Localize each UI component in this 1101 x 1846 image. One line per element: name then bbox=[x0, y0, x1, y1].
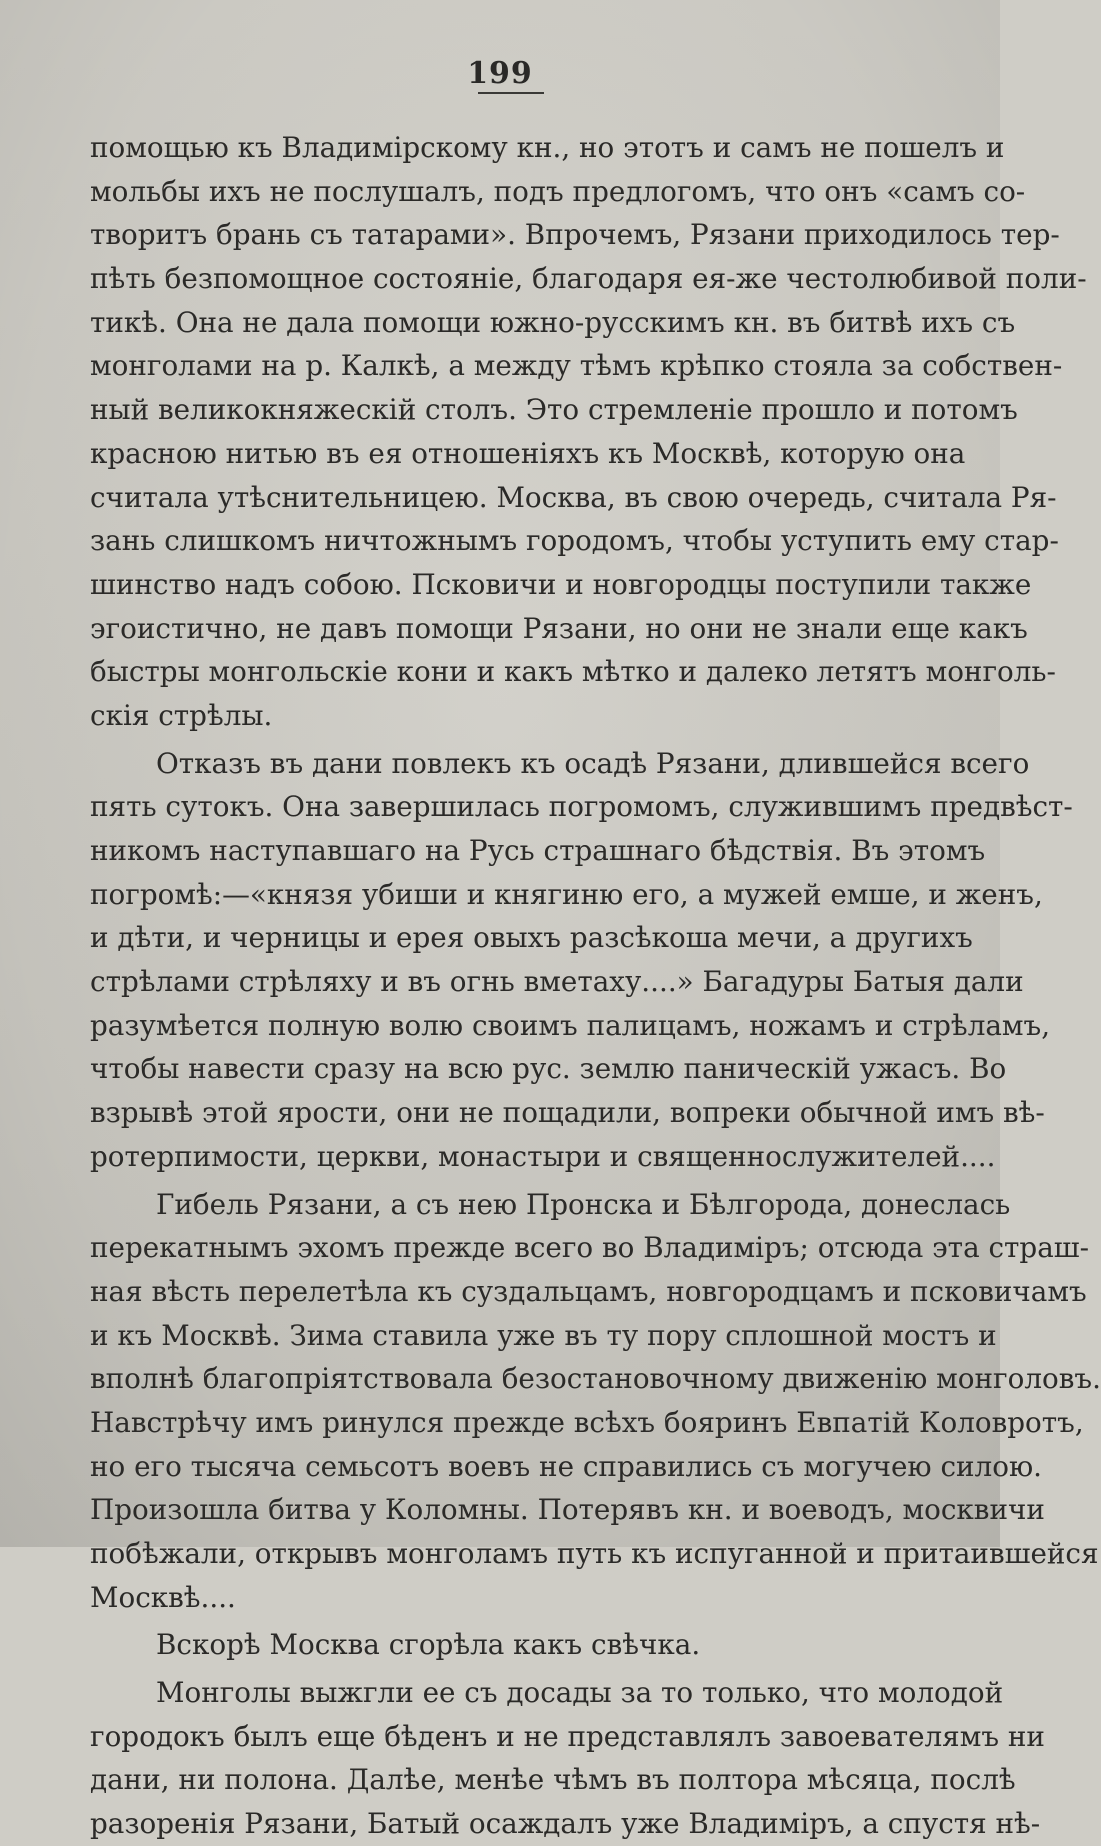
text-line: Произошла битва у Коломны. Потерявъ кн. и воеводъ, москвичи bbox=[90, 1493, 1045, 1527]
text-line: пѣть безпомощное состояніе, благодаря ея-же честолюбивой поли- bbox=[90, 262, 1087, 296]
text-line: творитъ брань съ татарами». Впрочемъ, Рязани приходилось тер- bbox=[90, 218, 1060, 252]
text-line: шинство надъ собою. Псковичи и новгородцы поступили также bbox=[90, 567, 1032, 601]
text-line: дани, ни полона. Далѣе, менѣе чѣмъ въ полтора мѣсяца, послѣ bbox=[90, 1763, 1016, 1797]
text-line: Вскорѣ Москва сгорѣла какъ свѣчка. bbox=[156, 1628, 701, 1662]
text-line: ный великокняжескій столъ. Это стремленіе прошло и потомъ bbox=[90, 393, 1018, 427]
paragraph bbox=[90, 1671, 1045, 1846]
text-line: зань слишкомъ ничтожнымъ городомъ, чтобы уступить ему стар- bbox=[90, 524, 1059, 558]
body-text bbox=[90, 126, 1101, 1846]
paragraph bbox=[90, 1183, 1101, 1620]
text-line: стрѣлами стрѣляху и въ огнь вметаху....» Багадуры Батыя дали bbox=[90, 965, 1024, 999]
text-line: вполнѣ благопріятствовала безостановочному движенію монголовъ. bbox=[90, 1362, 1101, 1396]
text-line: Навстрѣчу имъ ринулся прежде всѣхъ бояринъ Евпатій Коловротъ, bbox=[90, 1405, 1084, 1439]
text-line: Монголы выжгли ее съ досады за то только, что молодой bbox=[156, 1676, 1004, 1710]
text-line: считала утѣснительницею. Москва, въ свою очередь, считала Ря- bbox=[90, 480, 1057, 514]
page-number: 199 bbox=[467, 56, 533, 91]
page-number-rule bbox=[478, 92, 544, 94]
text-line: Гибель Рязани, а съ нею Пронска и Бѣлгорода, донеслась bbox=[156, 1187, 1011, 1221]
text-line: эгоистично, не давъ помощи Рязани, но они не знали еще какъ bbox=[90, 611, 1028, 645]
text-line: тикѣ. Она не дала помощи южно-русскимъ кн. въ битвѣ ихъ съ bbox=[90, 305, 1016, 339]
text-line: монголами на р. Калкѣ, а между тѣмъ крѣпко стояла за собствен- bbox=[90, 349, 1063, 383]
text-line: скія стрѣлы. bbox=[90, 698, 273, 732]
text-line: городокъ былъ еще бѣденъ и не представлялъ завоевателямъ ни bbox=[90, 1719, 1045, 1753]
text-line: перекатнымъ эхомъ прежде всего во Владиміръ; отсюда эта страш- bbox=[90, 1231, 1090, 1265]
text-line: но его тысяча семьсотъ воевъ не справились съ могучею силою. bbox=[90, 1449, 1042, 1483]
text-line: мольбы ихъ не послушалъ, подъ предлогомъ, что онъ «самъ со- bbox=[90, 174, 1026, 208]
text-line: и дѣти, и черницы и ерея овыхъ разсѣкоша мечи, а другихъ bbox=[90, 921, 973, 955]
text-line: ротерпимости, церкви, монастыри и священнослужителей.... bbox=[90, 1139, 996, 1173]
text-line: помощью къ Владимірскому кн., но этотъ и самъ не пошелъ и bbox=[90, 131, 1005, 164]
text-line: красною нитью въ ея отношеніяхъ къ Москвѣ, которую она bbox=[90, 436, 966, 470]
text-line: и къ Москвѣ. Зима ставила уже въ ту пору сплошной мостъ и bbox=[90, 1318, 997, 1352]
text-line: Москвѣ.... bbox=[90, 1580, 236, 1614]
text-line: взрывѣ этой ярости, они не пощадили, вопреки обычной имъ вѣ- bbox=[90, 1096, 1045, 1130]
paragraph bbox=[90, 126, 1087, 738]
text-line: чтобы навести сразу на всю рус. землю паническій ужасъ. Во bbox=[90, 1052, 1007, 1086]
paragraph bbox=[90, 742, 1073, 1179]
text-line: погромѣ:—«князя убиши и княгиню его, а мужей емше, и женъ, bbox=[90, 877, 1043, 911]
text-line: Отказъ въ дани повлекъ къ осадѣ Рязани, длившейся всего bbox=[156, 746, 1030, 780]
text-line: разоренія Рязани, Батый осаждалъ уже Владиміръ, а спустя нѣ- bbox=[90, 1807, 1041, 1841]
text-line: быстры монгольскіе кони и какъ мѣтко и далеко летятъ монголь- bbox=[90, 655, 1056, 689]
text-line: ная вѣсть перелетѣла къ суздальцамъ, новгородцамъ и псковичамъ bbox=[90, 1274, 1087, 1308]
text-line: разумѣется полную волю своимъ палицамъ, ножамъ и стрѣламъ, bbox=[90, 1008, 1051, 1042]
paragraph bbox=[90, 1623, 926, 1667]
text-line: никомъ наступавшаго на Русь страшнаго бѣдствія. Въ этомъ bbox=[90, 834, 986, 867]
text-line: побѣжали, открывъ монголамъ путь къ испуганной и притаившейся bbox=[90, 1537, 1099, 1570]
text-line: пять сутокъ. Она завершилась погромомъ, служившимъ предвѣст- bbox=[90, 790, 1073, 824]
